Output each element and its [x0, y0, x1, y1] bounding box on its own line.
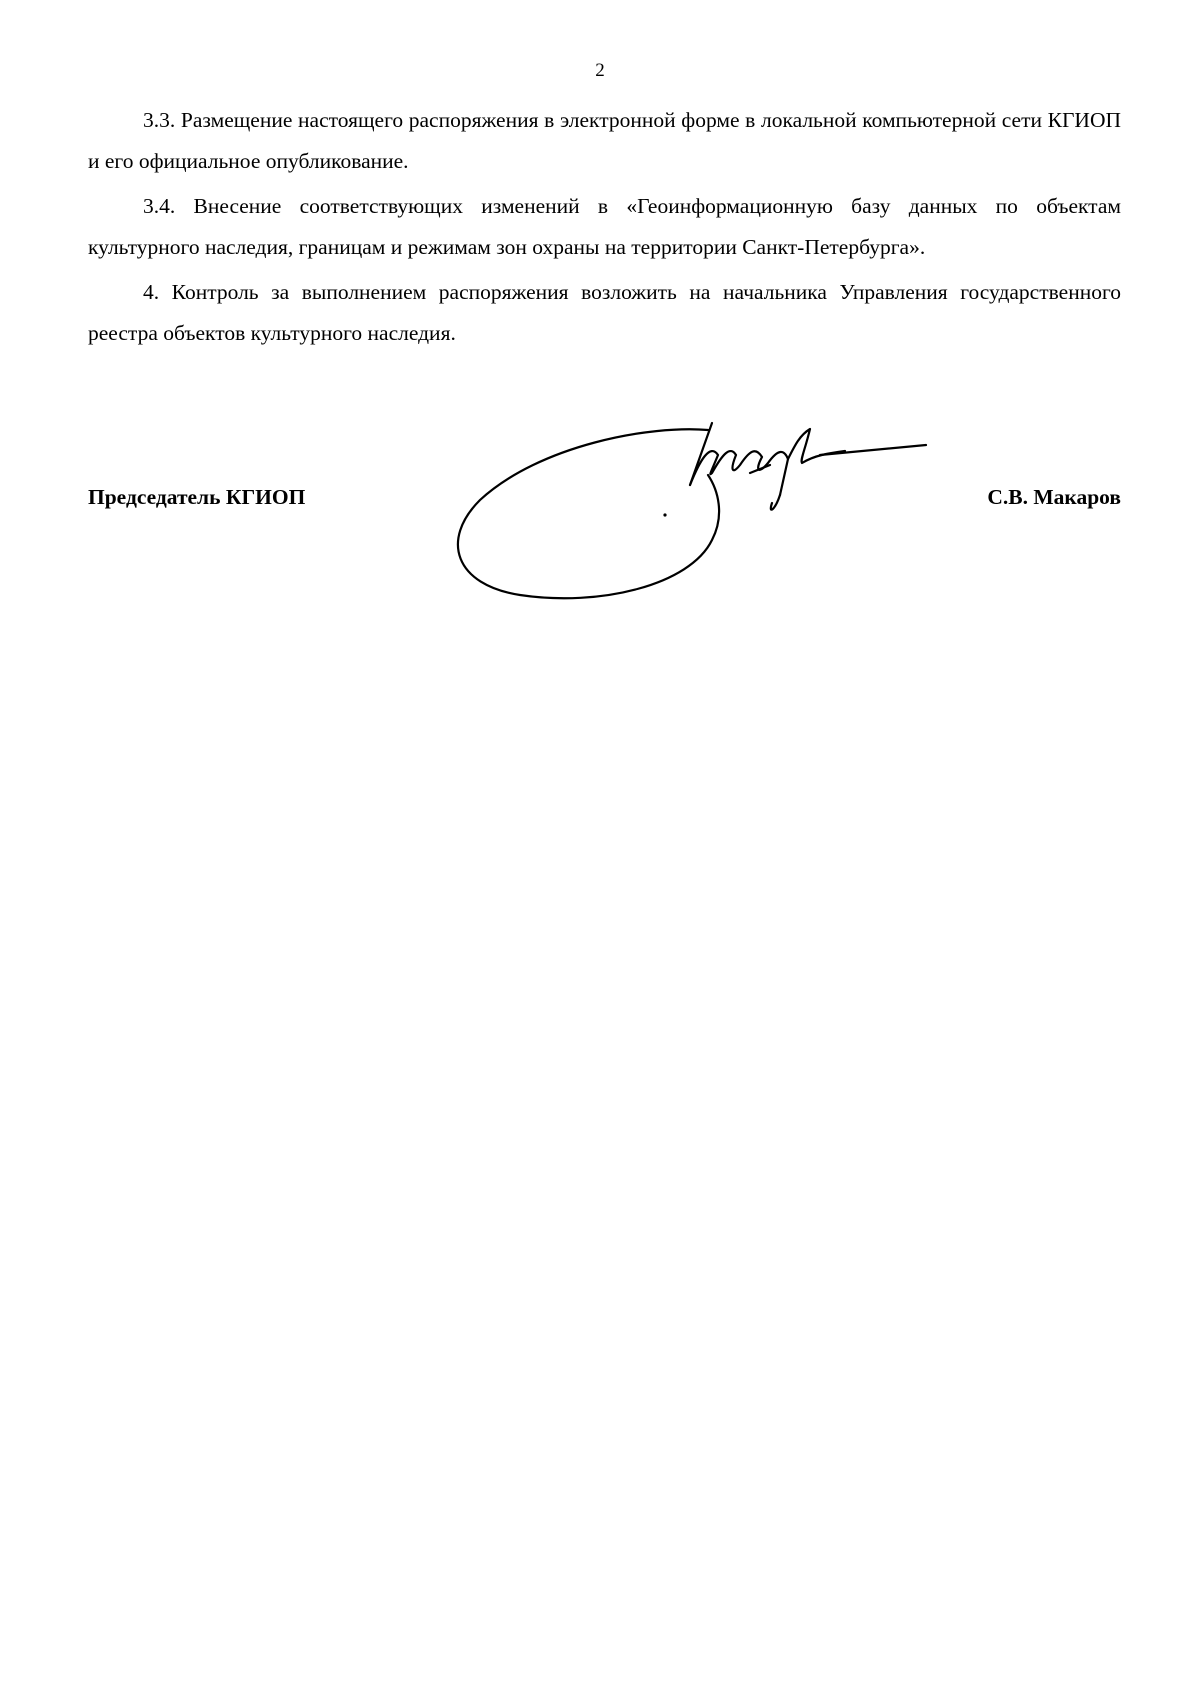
paragraph-3-3: 3.3. Размещение настоящего распоряжения в электронной форме в локальной компьютерной сети КГИОП и его официальное опубликование.: [88, 108, 1121, 173]
page-number: 2: [595, 60, 605, 81]
paragraph-4: 4. Контроль за выполнением распоряжения возложить на начальника Управления государственного реестра объектов культурного наследия.: [88, 280, 1121, 345]
paragraph-3-4: 3.4. Внесение соответствующих изменений в «Геоинформационную базу данных по объектам культурного наследия, границам и режимам зон охраны на территории Санкт-Петербурга».: [88, 194, 1121, 259]
signatory-name: С.В. Макаров: [987, 485, 1121, 509]
document-body: [88, 100, 1121, 358]
signatory-title: Председатель КГИОП: [88, 485, 306, 509]
handwritten-signature-icon: [450, 415, 930, 615]
